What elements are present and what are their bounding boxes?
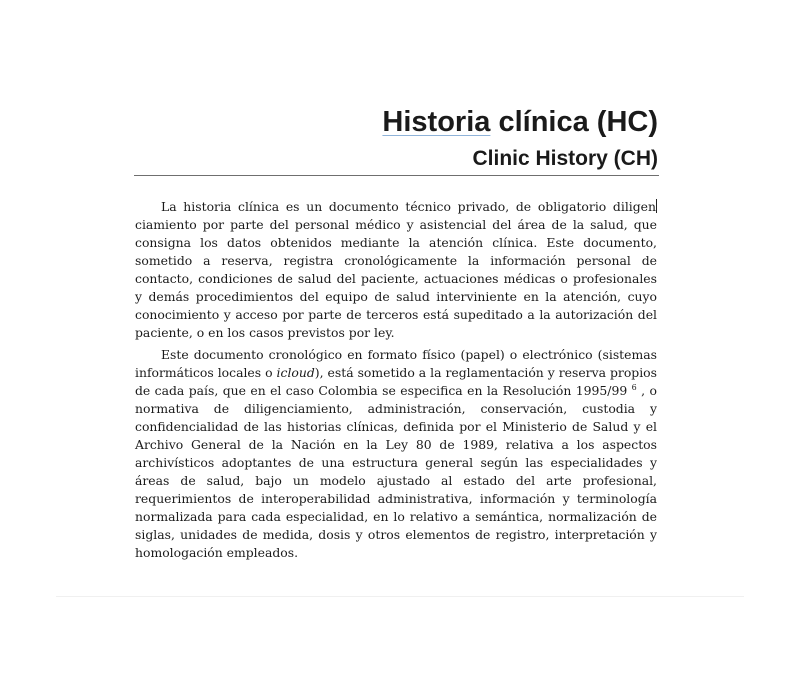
document-title	[134, 104, 658, 140]
title-underlined-word: Historia	[382, 106, 491, 138]
paragraph-1-text-end: ciamiento por parte del personal médico y asistencial del área de la salud, que consigna los datos obtenidos mediante la atención clínica. Este documento, sometido a reserva, registra cronológicamente la información personal de contacto, condiciones de salud del paciente, actuaciones médicas o profesionales y demás procedimientos del equipo de salud interviniente en la atención, cuyo conocimiento y acceso por parte de terceros está supeditado a la autorización del paciente, o en los casos previstos por ley.	[135, 217, 657, 340]
text-cursor	[656, 199, 657, 213]
document-body[interactable]	[135, 198, 657, 562]
page-bottom-divider	[56, 596, 744, 597]
paragraph-2[interactable]	[135, 346, 657, 562]
title-block	[134, 104, 658, 172]
paragraph-2-text-part2: ), está sometido a la reglamentación y reserva propios de cada país, que en el caso Colombia se especifica en la Resolución 1995/99	[135, 365, 657, 398]
paragraph-2-text-part3: , o normativa de diligenciamiento, administración, conservación, custodia y confidencialidad de las historias clínicas, definida por el Ministerio de Salud y el Archivo General de la Nación en la Ley 80 de 1989, relativa a los aspectos archivísticos adoptantes de una estructura general según las especialidades y áreas de salud, bajo un modelo ajustado al estado del arte profesional, requerimientos de interoperabilidad administrativa, información y terminología normalizada para cada especialidad, en lo relativo a semántica, normalización de siglas, unidades de medida, dosis y otros elementos de registro, interpretación y homologación empleados.	[135, 383, 657, 560]
footnote-reference[interactable]: 6	[631, 382, 637, 392]
document-subtitle: Clinic History (CH)	[472, 147, 658, 170]
paragraph-2-text-part1: Este documento cronológico en formato físico (papel) o electrónico (sistemas informáticos locales o	[135, 347, 657, 380]
paragraph-1-text-start: La historia clínica es un documento técnico privado, de obligatorio diligen	[161, 199, 656, 214]
title-remainder: clínica (HC)	[490, 106, 658, 138]
paragraph-2-italic-term: icloud	[276, 365, 315, 380]
paragraph-1[interactable]	[135, 198, 657, 342]
title-divider	[134, 175, 659, 176]
